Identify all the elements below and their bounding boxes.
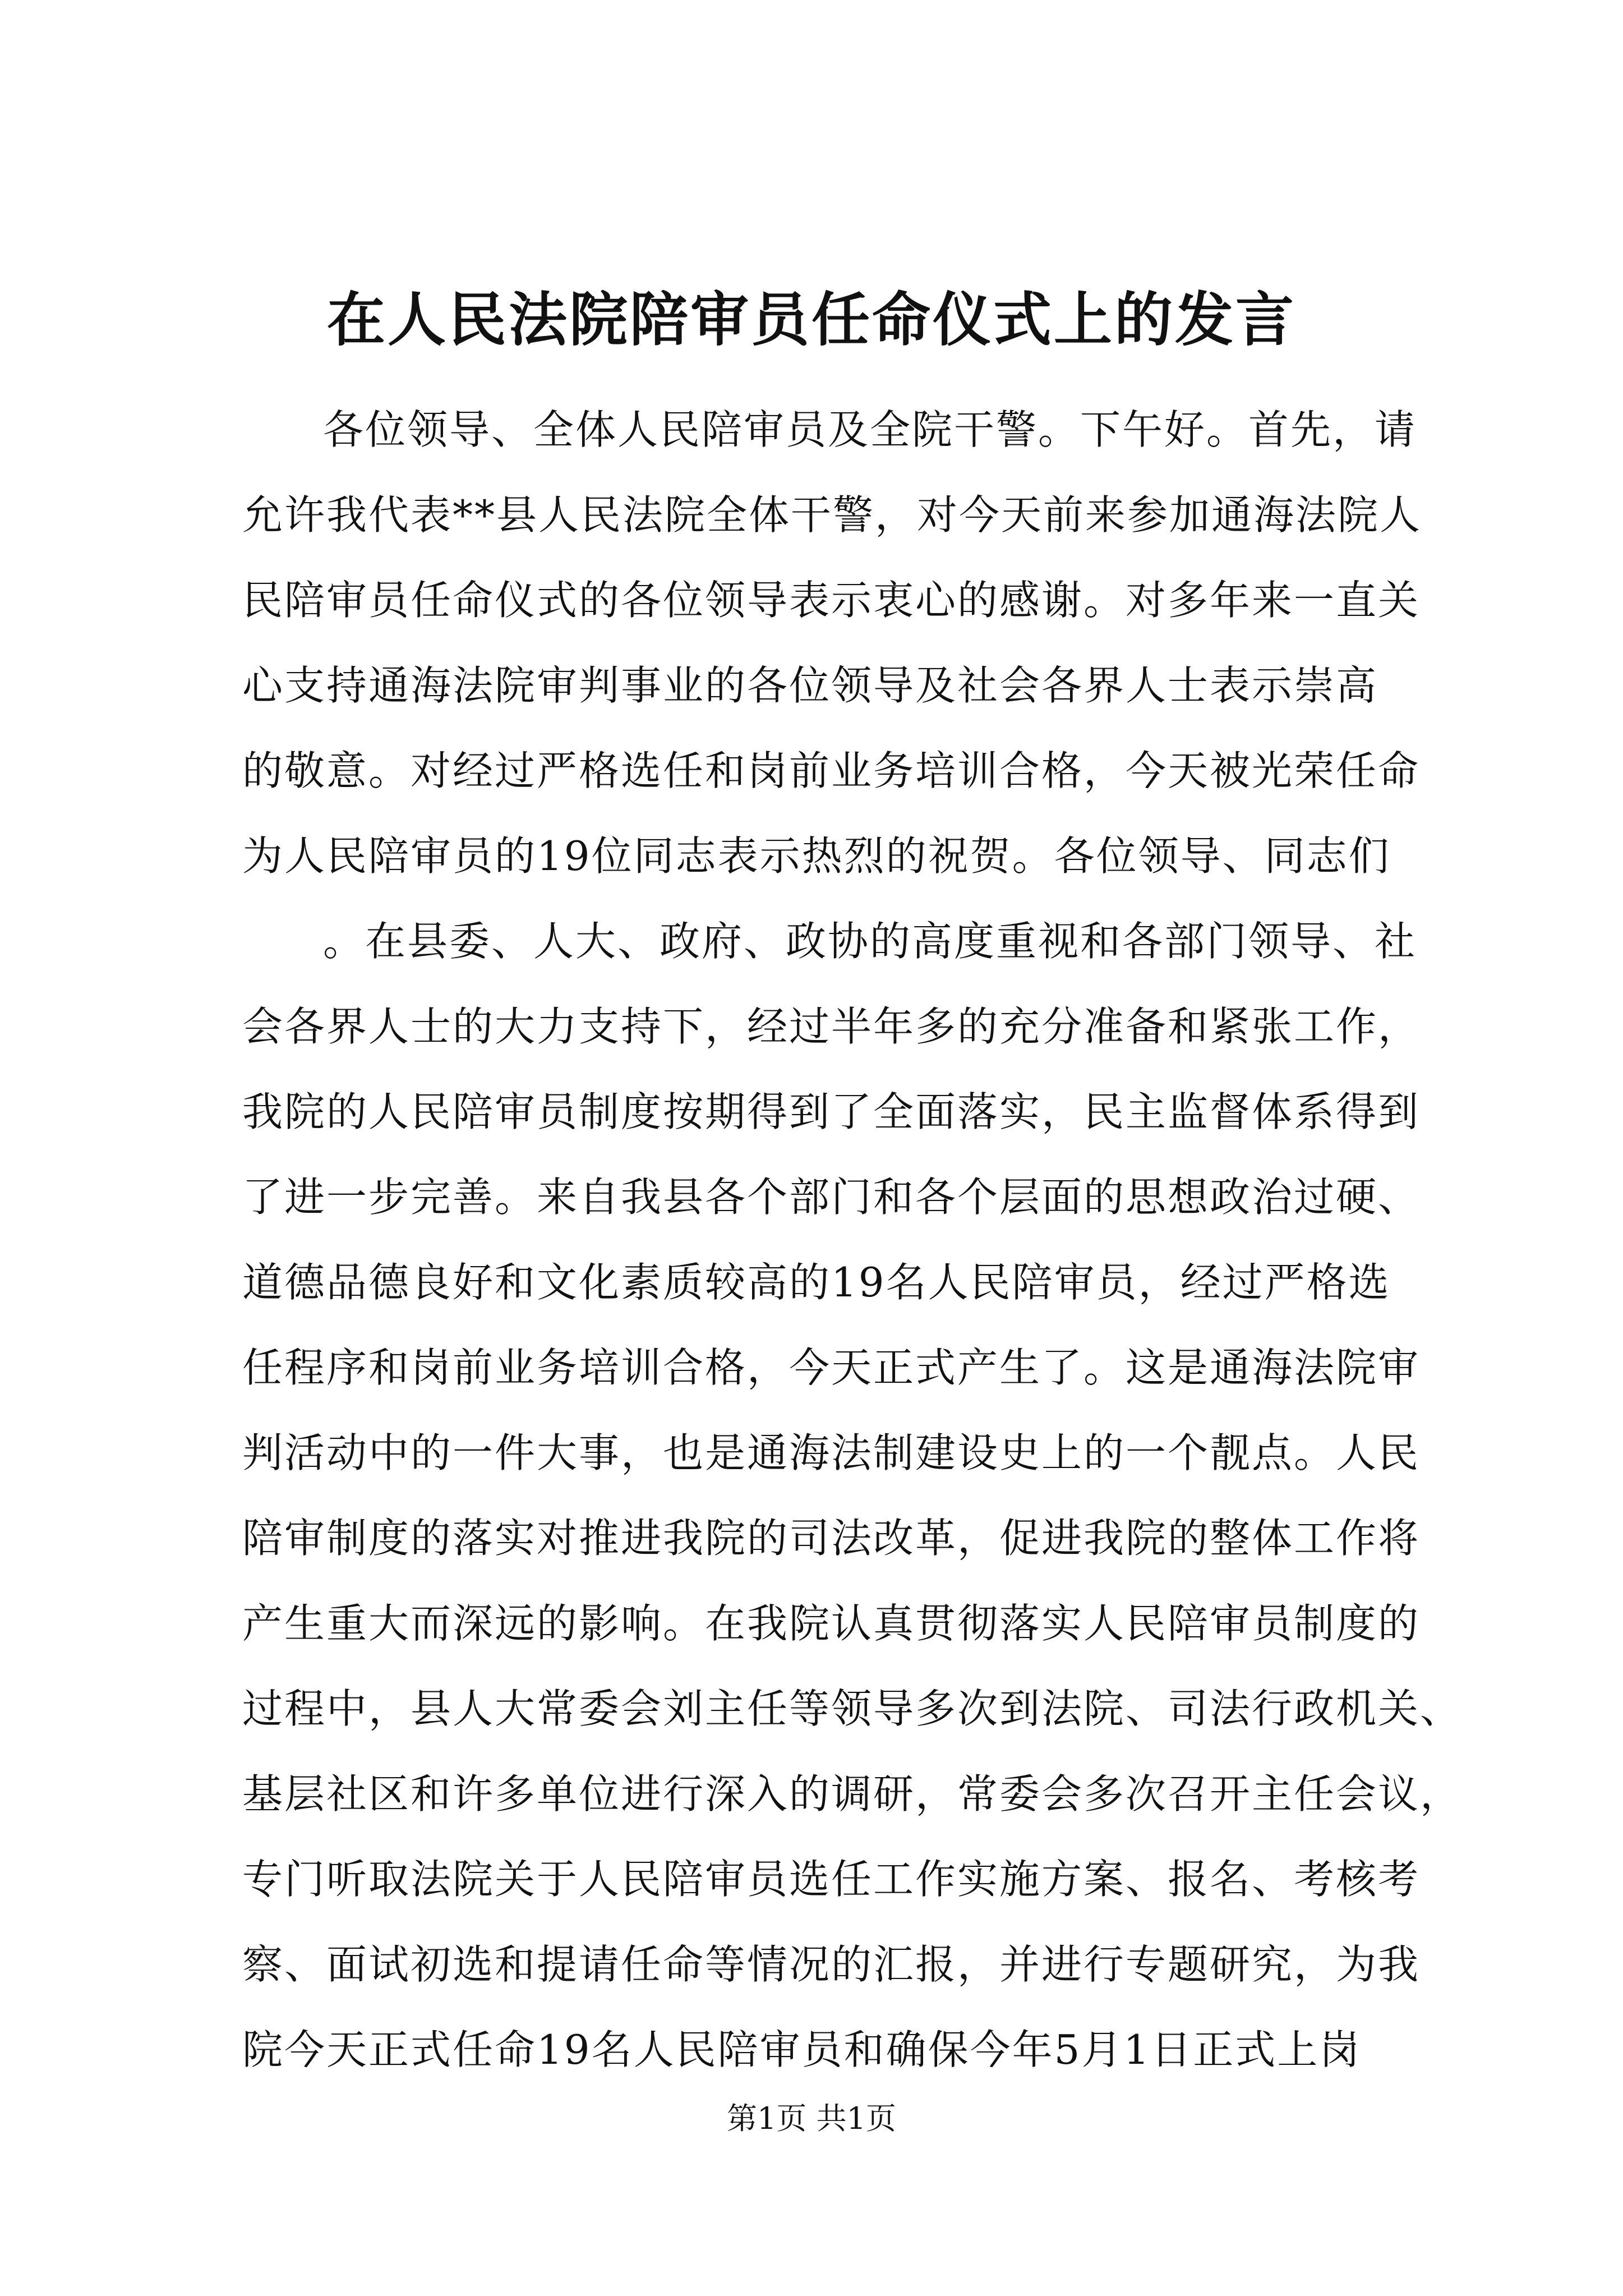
paragraph-line: 我院的人民陪审员制度按期得到了全面落实，民主监督体系得到 — [242, 1088, 1421, 1135]
paragraph-line: 各位领导、全体人民陪审员及全院干警。下午好。首先，请 — [323, 406, 1417, 453]
paragraph-line: 心支持通海法院审判事业的各位领导及社会各界人士表示崇高 — [242, 662, 1378, 709]
document-body — [242, 387, 1463, 2092]
paragraph-line: 为人民陪审员的19位同志表示热烈的祝贺。各位领导、同志们 — [242, 832, 1391, 880]
paragraph-line: 察、面试初选和提请任命等情况的汇报，并进行专题研究，为我 — [242, 1941, 1421, 1988]
paragraph-line: 的敬意。对经过严格选任和岗前业务培训合格，今天被光荣任命 — [242, 747, 1421, 794]
page-footer: 第1页 共1页 — [727, 2101, 896, 2136]
paragraph-line: 了进一步完善。来自我县各个部门和各个层面的思想政治过硬、 — [242, 1174, 1421, 1221]
document-title: 在人民法院陪审员任命仪式上的发言 — [326, 285, 1296, 354]
paragraph-line: 。在县委、人大、政府、政协的高度重视和各部门领导、社 — [323, 918, 1417, 965]
paragraph-line: 任程序和岗前业务培训合格，今天正式产生了。这是通海法院审 — [242, 1344, 1421, 1391]
paragraph-line: 陪审制度的落实对推进我院的司法改革，促进我院的整体工作将 — [242, 1515, 1421, 1562]
paragraph-line: 判活动中的一件大事，也是通海法制建设史上的一个靓点。人民 — [242, 1429, 1421, 1476]
paragraph-line: 道德品德良好和文化素质较高的19名人民陪审员，经过严格选 — [242, 1259, 1391, 1306]
paragraph-line: 基层社区和许多单位进行深入的调研，常委会多次召开主任会议， — [242, 1770, 1463, 1818]
paragraph-line: 会各界人士的大力支持下，经过半年多的充分准备和紧张工作， — [242, 1003, 1421, 1050]
paragraph-line: 专门听取法院关于人民陪审员选任工作实施方案、报名、考核考 — [242, 1856, 1421, 1903]
paragraph-line: 院今天正式任命19名人民陪审员和确保今年5月1日正式上岗 — [242, 2026, 1362, 2073]
paragraph-line: 产生重大而深远的影响。在我院认真贯彻落实人民陪审员制度的 — [242, 1600, 1421, 1647]
paragraph-line: 过程中，县人大常委会刘主任等领导多次到法院、司法行政机关、 — [242, 1685, 1463, 1732]
paragraph-line: 民陪审员任命仪式的各位领导表示衷心的感谢。对多年来一直关 — [242, 577, 1421, 624]
paragraph-line: 允许我代表**县人民法院全体干警，对今天前来参加通海法院人 — [242, 491, 1422, 539]
